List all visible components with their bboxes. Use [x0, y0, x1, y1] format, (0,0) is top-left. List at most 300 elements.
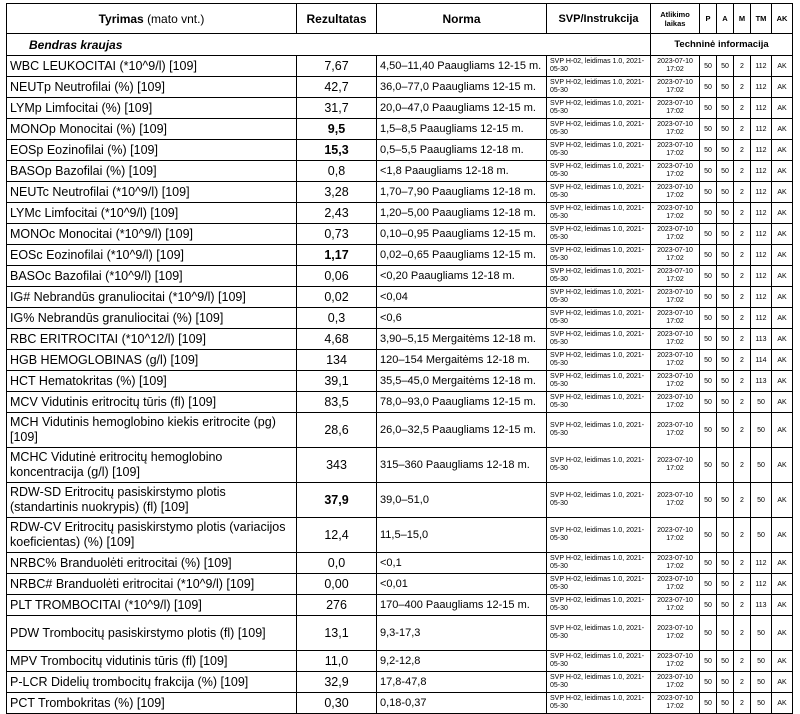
done-time: 2023-07-10 17:02 — [651, 616, 700, 651]
tm-value: 114 — [751, 350, 772, 371]
p-value: 50 — [700, 518, 717, 553]
ak-value: AK — [772, 595, 793, 616]
svp-instruction: SVP H-02, leidimas 1.0, 2021-05-30 — [547, 595, 651, 616]
norm-range: <0,04 — [377, 287, 547, 308]
norm-range: 170–400 Paaugliams 12-15 m. — [377, 595, 547, 616]
done-time: 2023-07-10 17:02 — [651, 98, 700, 119]
done-time: 2023-07-10 17:02 — [651, 413, 700, 448]
tm-value: 50 — [751, 413, 772, 448]
test-name: LYMp Limfocitai (%) [109] — [7, 98, 297, 119]
ak-value: AK — [772, 266, 793, 287]
header-ak: AK — [772, 4, 793, 34]
svp-instruction: SVP H-02, leidimas 1.0, 2021-05-30 — [547, 350, 651, 371]
done-time: 2023-07-10 17:02 — [651, 350, 700, 371]
p-value: 50 — [700, 224, 717, 245]
test-name: PCT Trombokritas (%) [109] — [7, 693, 297, 714]
ak-value: AK — [772, 224, 793, 245]
p-value: 50 — [700, 266, 717, 287]
p-value: 50 — [700, 203, 717, 224]
table-row — [7, 693, 793, 714]
tm-value: 112 — [751, 119, 772, 140]
table-row — [7, 413, 793, 448]
test-name: BASOc Bazofilai (*10^9/l) [109] — [7, 266, 297, 287]
test-name: NEUTc Neutrofilai (*10^9/l) [109] — [7, 182, 297, 203]
ak-value: AK — [772, 413, 793, 448]
table-row — [7, 595, 793, 616]
svp-instruction: SVP H-02, leidimas 1.0, 2021-05-30 — [547, 266, 651, 287]
ak-value: AK — [772, 140, 793, 161]
a-value: 50 — [717, 350, 734, 371]
result-value: 11,0 — [297, 651, 377, 672]
m-value: 2 — [734, 651, 751, 672]
result-value: 9,5 — [297, 119, 377, 140]
result-value: 3,28 — [297, 182, 377, 203]
test-name: NRBC# Branduolėti eritrocitai (*10^9/l) [109] — [7, 574, 297, 595]
m-value: 2 — [734, 287, 751, 308]
done-time: 2023-07-10 17:02 — [651, 203, 700, 224]
tm-value: 50 — [751, 672, 772, 693]
ak-value: AK — [772, 553, 793, 574]
svp-instruction: SVP H-02, leidimas 1.0, 2021-05-30 — [547, 693, 651, 714]
tm-value: 112 — [751, 182, 772, 203]
norm-range: <0,01 — [377, 574, 547, 595]
p-value: 50 — [700, 350, 717, 371]
done-time: 2023-07-10 17:02 — [651, 308, 700, 329]
done-time: 2023-07-10 17:02 — [651, 329, 700, 350]
test-name: P-LCR Didelių trombocitų frakcija (%) [109] — [7, 672, 297, 693]
table-row — [7, 308, 793, 329]
header-done-line2: laikas — [664, 18, 686, 28]
test-name: EOSp Eozinofilai (%) [109] — [7, 140, 297, 161]
m-value: 2 — [734, 518, 751, 553]
done-time: 2023-07-10 17:02 — [651, 574, 700, 595]
test-name: MCHC Vidutinė eritrocitų hemoglobino koncentracija (g/l) [109] — [7, 448, 297, 483]
p-value: 50 — [700, 119, 717, 140]
test-name: IG% Nebrandūs granuliocitai (%) [109] — [7, 308, 297, 329]
norm-range: 1,70–7,90 Paaugliams 12-18 m. — [377, 182, 547, 203]
test-name: BASOp Bazofilai (%) [109] — [7, 161, 297, 182]
header-tm: TM — [751, 4, 772, 34]
m-value: 2 — [734, 350, 751, 371]
m-value: 2 — [734, 693, 751, 714]
p-value: 50 — [700, 161, 717, 182]
a-value: 50 — [717, 483, 734, 518]
done-time: 2023-07-10 17:02 — [651, 518, 700, 553]
result-value: 12,4 — [297, 518, 377, 553]
header-result: Rezultatas — [297, 4, 377, 34]
m-value: 2 — [734, 98, 751, 119]
p-value: 50 — [700, 77, 717, 98]
ak-value: AK — [772, 672, 793, 693]
test-name: EOSc Eozinofilai (*10^9/l) [109] — [7, 245, 297, 266]
result-value: 13,1 — [297, 616, 377, 651]
a-value: 50 — [717, 140, 734, 161]
result-value: 276 — [297, 595, 377, 616]
m-value: 2 — [734, 182, 751, 203]
tm-value: 113 — [751, 595, 772, 616]
svp-instruction: SVP H-02, leidimas 1.0, 2021-05-30 — [547, 182, 651, 203]
table-row — [7, 266, 793, 287]
table-row — [7, 350, 793, 371]
done-time: 2023-07-10 17:02 — [651, 483, 700, 518]
svp-instruction: SVP H-02, leidimas 1.0, 2021-05-30 — [547, 119, 651, 140]
test-name: NEUTp Neutrofilai (%) [109] — [7, 77, 297, 98]
svp-instruction: SVP H-02, leidimas 1.0, 2021-05-30 — [547, 140, 651, 161]
result-value: 32,9 — [297, 672, 377, 693]
result-value: 2,43 — [297, 203, 377, 224]
done-time: 2023-07-10 17:02 — [651, 245, 700, 266]
table-row — [7, 483, 793, 518]
p-value: 50 — [700, 413, 717, 448]
test-name: IG# Nebrandūs granuliocitai (*10^9/l) [109] — [7, 287, 297, 308]
table-row — [7, 203, 793, 224]
result-value: 134 — [297, 350, 377, 371]
p-value: 50 — [700, 651, 717, 672]
svp-instruction: SVP H-02, leidimas 1.0, 2021-05-30 — [547, 616, 651, 651]
a-value: 50 — [717, 595, 734, 616]
ak-value: AK — [772, 651, 793, 672]
header-row — [7, 4, 793, 34]
norm-range: 20,0–47,0 Paaugliams 12-15 m. — [377, 98, 547, 119]
section-row — [7, 34, 793, 56]
ak-value: AK — [772, 574, 793, 595]
svp-instruction: SVP H-02, leidimas 1.0, 2021-05-30 — [547, 392, 651, 413]
done-time: 2023-07-10 17:02 — [651, 140, 700, 161]
done-time: 2023-07-10 17:02 — [651, 77, 700, 98]
norm-range: 0,18-0,37 — [377, 693, 547, 714]
m-value: 2 — [734, 161, 751, 182]
p-value: 50 — [700, 287, 717, 308]
ak-value: AK — [772, 98, 793, 119]
norm-range: 0,02–0,65 Paaugliams 12-15 m. — [377, 245, 547, 266]
svp-instruction: SVP H-02, leidimas 1.0, 2021-05-30 — [547, 371, 651, 392]
p-value: 50 — [700, 98, 717, 119]
ak-value: AK — [772, 483, 793, 518]
a-value: 50 — [717, 693, 734, 714]
section-title: Bendras kraujas — [7, 34, 651, 56]
result-value: 0,8 — [297, 161, 377, 182]
svp-instruction: SVP H-02, leidimas 1.0, 2021-05-30 — [547, 651, 651, 672]
table-row — [7, 329, 793, 350]
norm-range: 9,3-17,3 — [377, 616, 547, 651]
tm-value: 112 — [751, 98, 772, 119]
ak-value: AK — [772, 56, 793, 77]
p-value: 50 — [700, 616, 717, 651]
test-name: MONOp Monocitai (%) [109] — [7, 119, 297, 140]
svp-instruction: SVP H-02, leidimas 1.0, 2021-05-30 — [547, 483, 651, 518]
m-value: 2 — [734, 329, 751, 350]
a-value: 50 — [717, 224, 734, 245]
tm-value: 112 — [751, 203, 772, 224]
table-row — [7, 371, 793, 392]
done-time: 2023-07-10 17:02 — [651, 553, 700, 574]
m-value: 2 — [734, 413, 751, 448]
m-value: 2 — [734, 224, 751, 245]
a-value: 50 — [717, 77, 734, 98]
p-value: 50 — [700, 595, 717, 616]
tm-value: 112 — [751, 553, 772, 574]
svp-instruction: SVP H-02, leidimas 1.0, 2021-05-30 — [547, 308, 651, 329]
a-value: 50 — [717, 203, 734, 224]
ak-value: AK — [772, 616, 793, 651]
a-value: 50 — [717, 329, 734, 350]
test-name: HGB HEMOGLOBINAS (g/l) [109] — [7, 350, 297, 371]
tm-value: 50 — [751, 693, 772, 714]
header-test-unit: (mato vnt.) — [147, 11, 205, 26]
table-row — [7, 392, 793, 413]
a-value: 50 — [717, 616, 734, 651]
p-value: 50 — [700, 56, 717, 77]
tm-value: 112 — [751, 140, 772, 161]
table-row — [7, 287, 793, 308]
tm-value: 113 — [751, 329, 772, 350]
test-name: PLT TROMBOCITAI (*10^9/l) [109] — [7, 595, 297, 616]
a-value: 50 — [717, 553, 734, 574]
header-svp: SVP/Instrukcija — [547, 4, 651, 34]
table-row — [7, 161, 793, 182]
a-value: 50 — [717, 448, 734, 483]
ak-value: AK — [772, 392, 793, 413]
a-value: 50 — [717, 98, 734, 119]
tm-value: 113 — [751, 371, 772, 392]
svp-instruction: SVP H-02, leidimas 1.0, 2021-05-30 — [547, 77, 651, 98]
ak-value: AK — [772, 518, 793, 553]
table-row — [7, 119, 793, 140]
ak-value: AK — [772, 448, 793, 483]
a-value: 50 — [717, 371, 734, 392]
test-name: RDW-SD Eritrocitų pasiskirstymo plotis (standartinis nuokrypis) (fl) [109] — [7, 483, 297, 518]
norm-range: 17,8-47,8 — [377, 672, 547, 693]
m-value: 2 — [734, 574, 751, 595]
header-m: M — [734, 4, 751, 34]
table-row — [7, 182, 793, 203]
result-value: 0,3 — [297, 308, 377, 329]
m-value: 2 — [734, 371, 751, 392]
svp-instruction: SVP H-02, leidimas 1.0, 2021-05-30 — [547, 574, 651, 595]
result-value: 0,30 — [297, 693, 377, 714]
done-time: 2023-07-10 17:02 — [651, 287, 700, 308]
tm-value: 112 — [751, 308, 772, 329]
m-value: 2 — [734, 266, 751, 287]
norm-range: <0,6 — [377, 308, 547, 329]
result-value: 0,0 — [297, 553, 377, 574]
norm-range: 9,2-12,8 — [377, 651, 547, 672]
test-name: MCV Vidutinis eritrocitų tūris (fl) [109] — [7, 392, 297, 413]
done-time: 2023-07-10 17:02 — [651, 595, 700, 616]
norm-range: 1,20–5,00 Paaugliams 12-18 m. — [377, 203, 547, 224]
result-value: 4,68 — [297, 329, 377, 350]
done-time: 2023-07-10 17:02 — [651, 224, 700, 245]
result-value: 343 — [297, 448, 377, 483]
p-value: 50 — [700, 483, 717, 518]
test-name: LYMc Limfocitai (*10^9/l) [109] — [7, 203, 297, 224]
tm-value: 112 — [751, 161, 772, 182]
svp-instruction: SVP H-02, leidimas 1.0, 2021-05-30 — [547, 161, 651, 182]
ak-value: AK — [772, 161, 793, 182]
result-value: 0,00 — [297, 574, 377, 595]
norm-range: 120–154 Mergaitėms 12-18 m. — [377, 350, 547, 371]
norm-range: 4,50–11,40 Paaugliams 12-15 m. — [377, 56, 547, 77]
norm-range: <0,20 Paaugliams 12-18 m. — [377, 266, 547, 287]
table-row — [7, 553, 793, 574]
svp-instruction: SVP H-02, leidimas 1.0, 2021-05-30 — [547, 448, 651, 483]
table-row — [7, 672, 793, 693]
norm-range: 0,10–0,95 Paaugliams 12-15 m. — [377, 224, 547, 245]
result-value: 37,9 — [297, 483, 377, 518]
tm-value: 50 — [751, 518, 772, 553]
p-value: 50 — [700, 140, 717, 161]
a-value: 50 — [717, 245, 734, 266]
p-value: 50 — [700, 553, 717, 574]
table-row — [7, 616, 793, 651]
a-value: 50 — [717, 672, 734, 693]
done-time: 2023-07-10 17:02 — [651, 266, 700, 287]
ak-value: AK — [772, 371, 793, 392]
ak-value: AK — [772, 308, 793, 329]
test-name: WBC LEUKOCITAI (*10^9/l) [109] — [7, 56, 297, 77]
m-value: 2 — [734, 56, 751, 77]
a-value: 50 — [717, 119, 734, 140]
tm-value: 112 — [751, 56, 772, 77]
table-row — [7, 651, 793, 672]
m-value: 2 — [734, 595, 751, 616]
result-value: 31,7 — [297, 98, 377, 119]
done-time: 2023-07-10 17:02 — [651, 182, 700, 203]
a-value: 50 — [717, 56, 734, 77]
ak-value: AK — [772, 182, 793, 203]
svp-instruction: SVP H-02, leidimas 1.0, 2021-05-30 — [547, 203, 651, 224]
m-value: 2 — [734, 77, 751, 98]
test-name: HCT Hematokritas (%) [109] — [7, 371, 297, 392]
result-value: 39,1 — [297, 371, 377, 392]
table-row — [7, 140, 793, 161]
p-value: 50 — [700, 672, 717, 693]
ak-value: AK — [772, 77, 793, 98]
svp-instruction: SVP H-02, leidimas 1.0, 2021-05-30 — [547, 553, 651, 574]
svp-instruction: SVP H-02, leidimas 1.0, 2021-05-30 — [547, 56, 651, 77]
norm-range: <0,1 — [377, 553, 547, 574]
svp-instruction: SVP H-02, leidimas 1.0, 2021-05-30 — [547, 245, 651, 266]
test-name: PDW Trombocitų pasiskirstymo plotis (fl) [109] — [7, 616, 297, 651]
norm-range: 35,5–45,0 Mergaitėms 12-18 m. — [377, 371, 547, 392]
table-row — [7, 574, 793, 595]
table-row — [7, 518, 793, 553]
table-row — [7, 245, 793, 266]
m-value: 2 — [734, 245, 751, 266]
result-value: 28,6 — [297, 413, 377, 448]
norm-range: 315–360 Paaugliams 12-18 m. — [377, 448, 547, 483]
a-value: 50 — [717, 518, 734, 553]
header-done-line1: Atlikimo — [660, 9, 690, 19]
svp-instruction: SVP H-02, leidimas 1.0, 2021-05-30 — [547, 224, 651, 245]
norm-range: 0,5–5,5 Paaugliams 12-18 m. — [377, 140, 547, 161]
svp-instruction: SVP H-02, leidimas 1.0, 2021-05-30 — [547, 518, 651, 553]
done-time: 2023-07-10 17:02 — [651, 371, 700, 392]
result-value: 0,06 — [297, 266, 377, 287]
m-value: 2 — [734, 672, 751, 693]
results-table — [6, 3, 793, 714]
a-value: 50 — [717, 287, 734, 308]
tm-value: 112 — [751, 266, 772, 287]
p-value: 50 — [700, 574, 717, 595]
header-test-label: Tyrimas — [98, 11, 144, 26]
norm-range: 78,0–93,0 Paaugliams 12-15 m. — [377, 392, 547, 413]
norm-range: <1,8 Paaugliams 12-18 m. — [377, 161, 547, 182]
result-value: 15,3 — [297, 140, 377, 161]
tm-value: 50 — [751, 651, 772, 672]
tm-value: 50 — [751, 616, 772, 651]
p-value: 50 — [700, 448, 717, 483]
m-value: 2 — [734, 616, 751, 651]
done-time: 2023-07-10 17:02 — [651, 119, 700, 140]
test-name: MPV Trombocitų vidutinis tūris (fl) [109] — [7, 651, 297, 672]
header-p: P — [700, 4, 717, 34]
svp-instruction: SVP H-02, leidimas 1.0, 2021-05-30 — [547, 672, 651, 693]
m-value: 2 — [734, 553, 751, 574]
a-value: 50 — [717, 392, 734, 413]
norm-range: 36,0–77,0 Paaugliams 12-15 m. — [377, 77, 547, 98]
p-value: 50 — [700, 245, 717, 266]
svp-instruction: SVP H-02, leidimas 1.0, 2021-05-30 — [547, 413, 651, 448]
a-value: 50 — [717, 308, 734, 329]
m-value: 2 — [734, 448, 751, 483]
result-value: 42,7 — [297, 77, 377, 98]
result-value: 7,67 — [297, 56, 377, 77]
header-norm: Norma — [377, 4, 547, 34]
test-name: RDW-CV Eritrocitų pasiskirstymo plotis (variacijos koeficientas) (%) [109] — [7, 518, 297, 553]
technical-info-label: Techninė informacija — [651, 34, 793, 56]
table-row — [7, 448, 793, 483]
header-done-time — [651, 4, 700, 34]
tm-value: 112 — [751, 287, 772, 308]
tm-value: 50 — [751, 483, 772, 518]
a-value: 50 — [717, 161, 734, 182]
done-time: 2023-07-10 17:02 — [651, 56, 700, 77]
tm-value: 112 — [751, 574, 772, 595]
result-value: 0,73 — [297, 224, 377, 245]
tm-value: 50 — [751, 448, 772, 483]
p-value: 50 — [700, 329, 717, 350]
a-value: 50 — [717, 266, 734, 287]
ak-value: AK — [772, 119, 793, 140]
ak-value: AK — [772, 329, 793, 350]
a-value: 50 — [717, 182, 734, 203]
test-name: RBC ERITROCITAI (*10^12/l) [109] — [7, 329, 297, 350]
m-value: 2 — [734, 483, 751, 518]
done-time: 2023-07-10 17:02 — [651, 392, 700, 413]
a-value: 50 — [717, 651, 734, 672]
done-time: 2023-07-10 17:02 — [651, 161, 700, 182]
test-name: MCH Vidutinis hemoglobino kiekis eritrocite (pg) [109] — [7, 413, 297, 448]
a-value: 50 — [717, 413, 734, 448]
tm-value: 112 — [751, 77, 772, 98]
table-row — [7, 98, 793, 119]
tm-value: 112 — [751, 224, 772, 245]
svp-instruction: SVP H-02, leidimas 1.0, 2021-05-30 — [547, 329, 651, 350]
table-row — [7, 56, 793, 77]
p-value: 50 — [700, 308, 717, 329]
svp-instruction: SVP H-02, leidimas 1.0, 2021-05-30 — [547, 98, 651, 119]
m-value: 2 — [734, 392, 751, 413]
header-test — [7, 4, 297, 34]
m-value: 2 — [734, 308, 751, 329]
ak-value: AK — [772, 350, 793, 371]
p-value: 50 — [700, 182, 717, 203]
table-row — [7, 224, 793, 245]
done-time: 2023-07-10 17:02 — [651, 651, 700, 672]
done-time: 2023-07-10 17:02 — [651, 693, 700, 714]
svp-instruction: SVP H-02, leidimas 1.0, 2021-05-30 — [547, 287, 651, 308]
